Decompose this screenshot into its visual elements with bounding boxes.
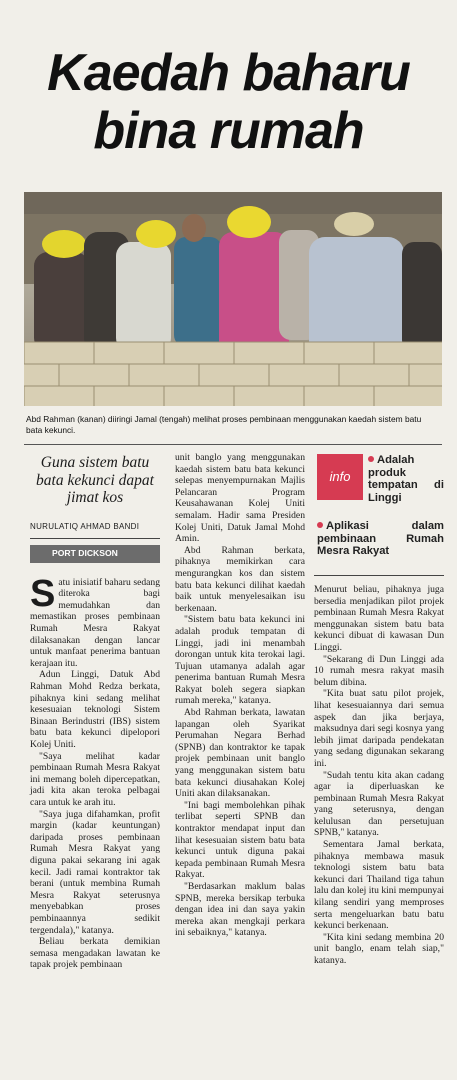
info-item: Aplikasi dalam pembinaan Rumah Mesra Rakyat <box>317 520 444 558</box>
dropcap: S <box>30 572 56 615</box>
paragraph: Adun Linggi, Datuk Abd Rahman Mohd Redza berkata, pihaknya kini sedang melihat kesesuaian teknologi Sistem Binaan Berindustri (IBS) sistem batu bata kekunci dipelopori Kolej Uniti. <box>30 669 160 750</box>
divider <box>24 444 442 445</box>
photo-caption: Abd Rahman (kanan) diiringi Jamal (tengah) melihat proses pembinaan menggunakan kaedah sistem batu bata kekunci. <box>26 414 422 435</box>
paragraph: Beliau berkata demikian semasa mengadakan lawatan ke tapak projek pembinaan <box>30 936 160 971</box>
paragraph: "Sistem batu bata kekunci ini adalah produk tempatan di Linggi, jadi ini menambah dorongan untuk kita terokai lagi. Tujuan utamanya adalah agar penerima bantuan Rumah Mesra Rakyat boleh segera siapkan rumah mereka," katanya. <box>175 614 305 707</box>
headline-line-1: Kaedah baharu <box>47 44 410 102</box>
paragraph: Satu inisiatif baharu sedang diteroka bagi memudahkan dan memastikan proses pembinaan Rumah Mesra Rakyat dilaksanakan dengan lancar untuk manfaat penerima bantuan kerajaan itu. <box>30 572 160 669</box>
byline: NURULATIQ AHMAD BANDI <box>30 521 140 531</box>
info-item: Adalah produk tempatan di Linggi <box>368 454 444 504</box>
headline <box>0 44 457 160</box>
subhead: Guna sistem batu bata kekunci dapat jimat kos <box>36 454 154 506</box>
paragraph: "Kita kini sedang membina 20 unit banglo, enam telah siap," katanya. <box>314 931 444 966</box>
paragraph: "Sekarang di Dun Linggi ada 10 rumah mesra rakyat masih belum dibina. <box>314 653 444 688</box>
info-box <box>314 452 444 576</box>
paragraph: "Kita buat satu pilot projek, lihat kesesuaiannya dari semua aspek dan jika berjaya, maksudnya dari segi kosnya yang lebih jimat daripada pendekatan yang sedang digunakan sekarang ini. <box>314 688 444 769</box>
paragraph: Abd Rahman berkata, lawatan lapangan oleh Syarikat Perumahan Negara Berhad (SPNB) dan kontraktor ke tapak projek pembinaan unit banglo yang menggunakan sistem batu bata kekunci diusahakan Kolej Uniti akan dilaksanakan. <box>175 707 305 800</box>
info-label: info <box>317 454 363 500</box>
paragraph: "Sudah tentu kita akan cadang agar ia diperluaskan ke pembinaan Rumah Mesra Rakyat yang seterusnya, dengan kelulusan dan persetujuan SPNB," katanya. <box>314 769 444 839</box>
paragraph: "Saya melihat kadar pembinaan Rumah Mesra Rakyat ini memang boleh dipercepatkan, jadi kita akan teroka pelbagai cara untuk ke arah itu. <box>30 750 160 808</box>
news-photo <box>24 192 442 406</box>
divider <box>30 538 160 539</box>
paragraph: "Ini bagi membolehkan pihak terlibat seperti SPNB dan kontraktor mendapat input dan lihat kesesuaian sistem batu bata kekunci untuk diguna pakai kepada pembinaan Rumah Mesra Rakyat. <box>175 799 305 881</box>
construction-site-photo <box>24 192 442 406</box>
paragraph: "Berdasarkan maklum balas SPNB, mereka bersikap terbuka dengan idea ini dan saya yakin mereka akan mengkaji perkara ini sebaiknya," katanya. <box>175 880 305 939</box>
location-tag: PORT DICKSON <box>30 545 160 563</box>
headline-line-2: bina rumah <box>93 102 364 160</box>
article-column-2 <box>175 452 305 939</box>
paragraph: Menurut beliau, pihaknya juga bersedia menjadikan pilot projek pembinaan Rumah Mesra Rakyat menggunakan sistem batu bata kekunci dibuat di kawasan Dun Linggi. <box>314 584 444 653</box>
article-column-1 <box>30 452 160 971</box>
bullet-icon <box>317 522 323 528</box>
divider <box>314 575 444 576</box>
article-column-3 <box>314 452 444 967</box>
paragraph: unit banglo yang menggunakan kaedah sistem batu bata kekunci selepas menyempurnakan Majlis Pelancaran Program Keusahawanan Kolej Uniti semalam. Hadir sama Presiden Kolej Uniti, Datuk Jamal Mohd Amin. <box>175 452 305 545</box>
paragraph: Abd Rahman berkata, pihaknya memikirkan cara mengurangkan kos dan sistem batu bata kekunci dilihat kaedah baik untuk menyelesaikan isu berkenaan. <box>175 544 305 614</box>
bullet-icon <box>368 456 374 462</box>
paragraph: "Saya juga difahamkan, profit margin (kadar keuntungan) daripada proses pembinaan Rumah Mesra Rakyat yang diguna pakai sekarang ini agak kecil. Jadi ramai kontraktor tak berani (untuk membina Rumah Mesra Rakyat seterusnya menyebabkan proses pembinaannya sedikit tergendala)," katanya. <box>30 808 160 936</box>
paragraph: Sementara Jamal berkata, pihaknya membawa masuk teknologi sistem batu bata kekunci dari Thailand tiga tahun lalu dan kolej itu kini mempunyai kilang sendiri yang memproses serta mengeluarkan batu batu kekunci berkenaan. <box>314 839 444 932</box>
